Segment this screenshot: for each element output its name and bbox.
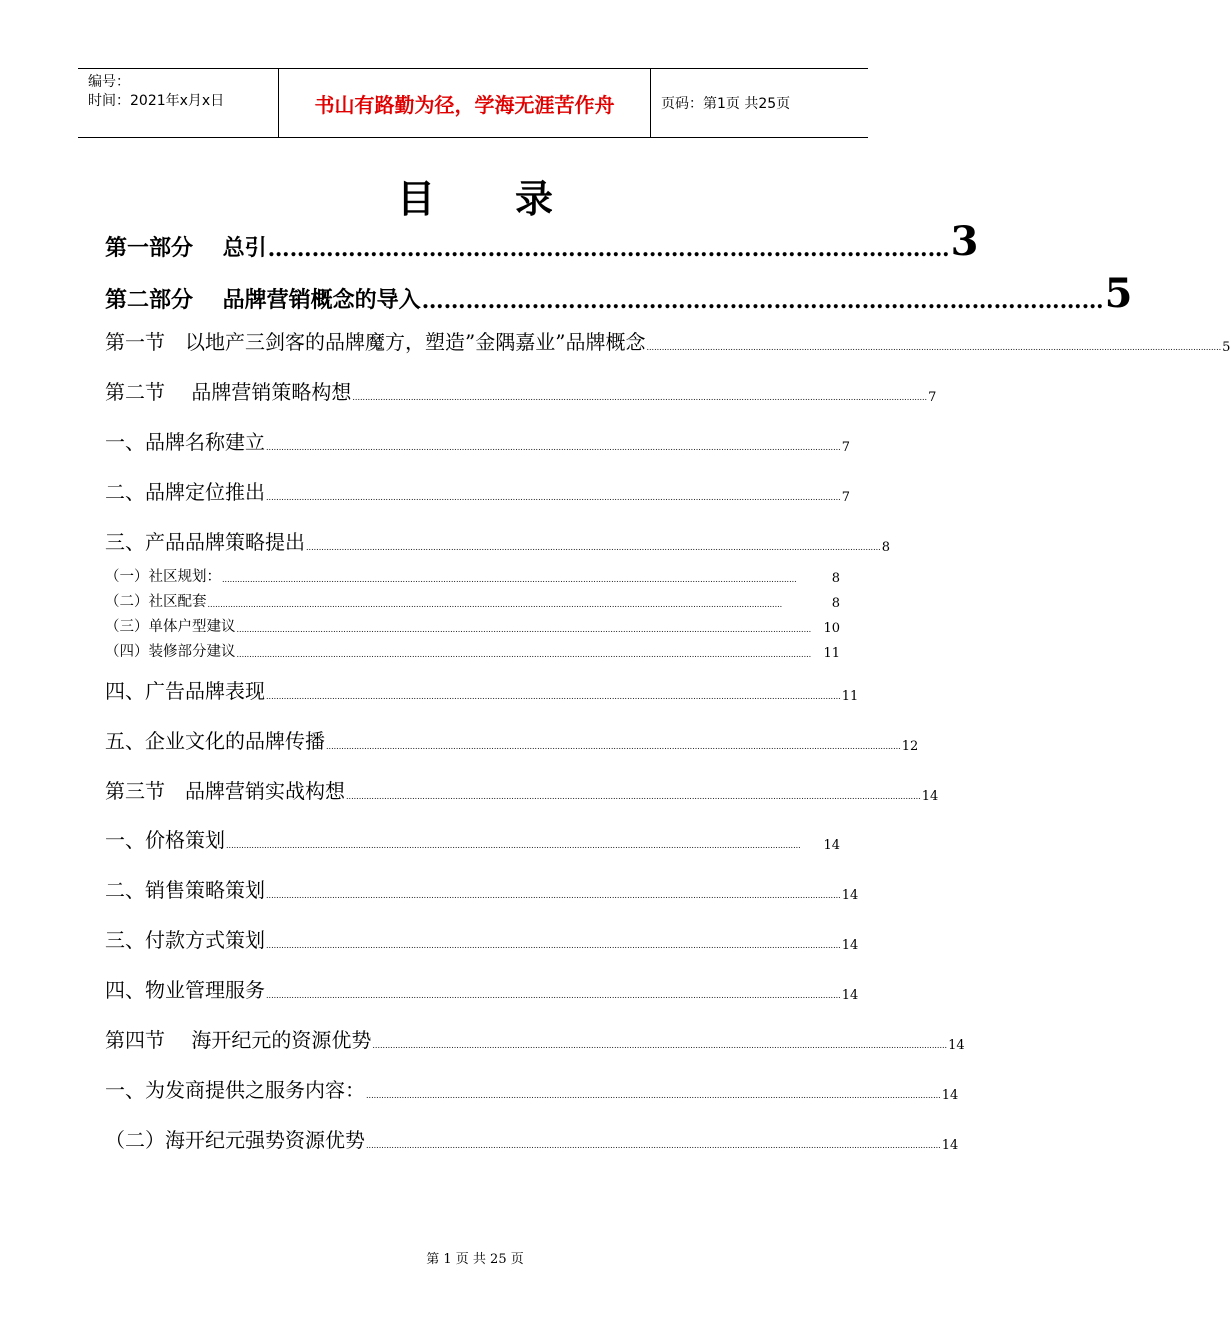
toc-entry-title: （二）社区配套 [105,594,207,610]
toc-entry-title: （三）单体户型建议 [105,619,236,635]
toc-entry[interactable] [105,590,840,611]
toc-entry[interactable] [105,1074,959,1103]
toc-leader: .................................................................................................................................................................................................................................. [266,941,841,950]
toc-entry-page: 10 [823,621,840,636]
toc-entry-page: 11 [841,689,859,704]
toc-entry[interactable] [105,640,840,661]
toc-entry-page: 14 [941,1138,959,1153]
toc-leader: .................................................................................................................................................................................................................................. [266,891,841,900]
toc-leader: .................................................................................................................................................................................................................................. [207,600,783,609]
toc-entry[interactable] [105,270,1133,317]
toc-entry-title: （一）社区规划： [105,569,221,585]
toc-entry[interactable] [105,725,919,754]
toc-entry-title: 一、品牌名称建立 [105,430,265,454]
toc-leader: .................................................................................................................................................................................................................................. [226,841,801,850]
toc-entry-page: 7 [841,440,850,455]
toc-entry-page: 7 [928,390,937,405]
toc-leader: ………………………………………………………………………………… [267,236,950,262]
toc-entry-title: 四、物业管理服务 [105,978,265,1002]
page-footer: 第 1 页 共 25 页 [426,1252,524,1267]
toc-title: 目录 [396,177,633,221]
toc-entry-title: 一、为发商提供之服务内容： [105,1078,365,1102]
toc-entry-page: 14 [941,1088,959,1103]
toc-leader: .................................................................................................................................................................................................................................. [236,650,812,659]
toc-leader: .................................................................................................................................................................................................................................. [346,792,921,801]
toc-entry-title: 二、品牌定位推出 [105,480,265,504]
toc-entry-page: 14 [841,938,859,953]
toc-entry-page: 5 [1222,340,1230,355]
header-motto: 书山有路勤为径，学海无涯苦作舟 [279,69,651,137]
toc-entry-title: 一、价格策划 [105,828,225,852]
toc-leader: .................................................................................................................................................................................................................................. [266,443,841,452]
toc-leader: .................................................................................................................................................................................................................................. [266,991,841,1000]
toc-entry-page: 14 [841,888,859,903]
toc-entry[interactable] [105,326,1230,355]
toc-entry[interactable] [105,565,840,586]
toc-entry[interactable] [105,1124,959,1153]
toc-entry-title: 第一节 以地产三剑客的品牌魔方，塑造”金隅嘉业”品牌概念 [105,330,646,354]
toc-entry[interactable] [105,615,840,636]
toc-entry-title: 二、销售策略策划 [105,878,265,902]
number-label: 编号： [88,74,130,90]
toc-entry[interactable] [105,476,850,505]
toc-entry[interactable] [105,775,939,804]
toc-entry-title: 四、广告品牌表现 [105,679,265,703]
toc-entry-title: 第二部分 品牌营销概念的导入 [105,288,421,313]
toc-leader: .................................................................................................................................................................................................................................. [306,543,881,552]
toc-entry-page: 8 [881,540,890,555]
toc-leader: .................................................................................................................................................................................................................................. [372,1041,948,1050]
toc-entry[interactable] [105,974,859,1003]
toc-entry[interactable] [105,426,850,455]
toc-entry-title: 三、产品品牌策略提出 [105,530,305,554]
header-page-info: 页码：第1页 共25页 [661,96,791,112]
toc-leader: .................................................................................................................................................................................................................................. [266,493,841,502]
toc-leader: .................................................................................................................................................................................................................................. [266,692,841,701]
toc-entry-title: （二）海开纪元强势资源优势 [105,1128,365,1152]
toc-entry-title: 第四节 海开纪元的资源优势 [105,1028,372,1052]
toc-entry-page: 8 [831,571,840,586]
toc-entry-page: 12 [901,739,919,754]
toc-entry-title: 三、付款方式策划 [105,928,265,952]
toc-entry-page: 14 [921,789,939,804]
toc-entry-page: 8 [831,596,840,611]
toc-leader: .................................................................................................................................................................................................................................. [222,575,797,584]
toc-entry-page: 14 [948,1038,965,1053]
toc-entry-title: 第三节 品牌营销实战构想 [105,779,345,803]
toc-entry-title: （四）装修部分建议 [105,644,236,660]
toc-leader: .................................................................................................................................................................................................................................. [236,625,812,634]
toc-entry-page: 14 [841,988,859,1003]
toc-entry[interactable] [105,218,979,265]
toc-entry[interactable] [105,824,840,853]
toc-entry-page: 7 [841,490,850,505]
toc-entry[interactable] [105,924,859,953]
toc-entry[interactable] [105,675,859,704]
toc-entry-title: 第一部分 总引 [105,236,267,261]
toc-entry[interactable] [105,376,937,405]
toc-entry[interactable] [105,1024,965,1053]
toc-leader: .................................................................................................................................................................................................................................. [646,343,1222,352]
toc-leader: .................................................................................................................................................................................................................................. [366,1141,941,1150]
toc-entry[interactable] [105,526,890,555]
toc-entry[interactable] [105,874,859,903]
toc-entry-title: 五、企业文化的品牌传播 [105,729,325,753]
toc-entry-page: 14 [823,838,840,853]
toc-entry-page: 3 [950,218,979,265]
header-meta [78,69,279,137]
toc-leader: .................................................................................................................................................................................................................................. [326,742,901,751]
toc-entry-title: 第二节 品牌营销策略构想 [105,380,352,404]
toc-leader: .................................................................................................................................................................................................................................. [352,393,928,402]
toc-entry-page: 5 [1104,270,1133,317]
toc-leader: ………………………………………………………………………………… [421,288,1104,314]
time-label: 时间：2021年x月x日 [88,93,225,109]
document-header [78,68,868,138]
toc-leader: .................................................................................................................................................................................................................................. [366,1091,941,1100]
toc-entry-page: 11 [823,646,840,661]
